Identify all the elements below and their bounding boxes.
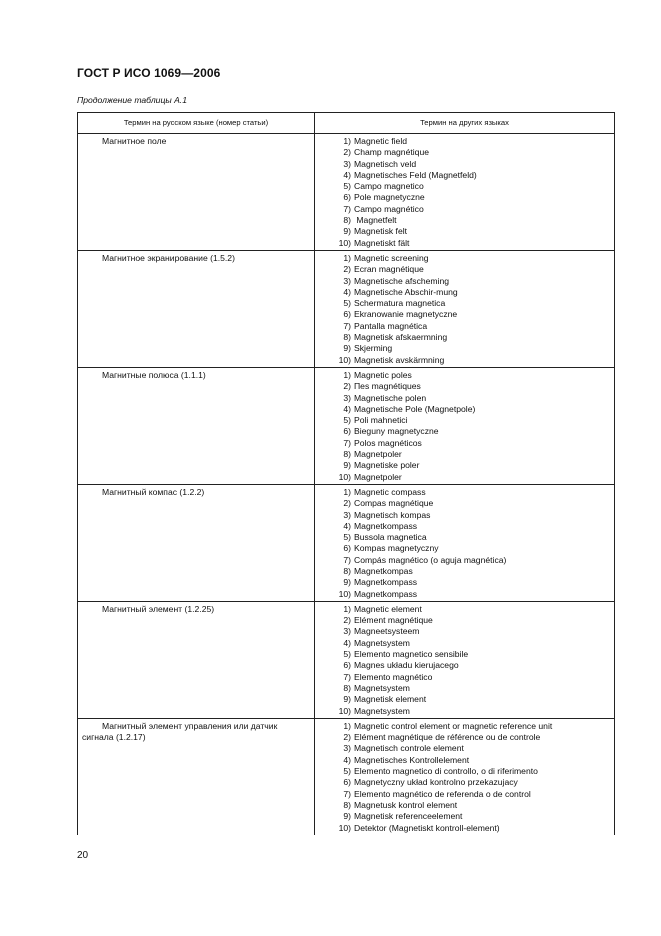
equivalent-term: Magneetsysteem <box>354 626 420 637</box>
equivalent-term: Elemento magnetico sensibile <box>354 649 469 660</box>
list-item <box>338 577 610 588</box>
item-number: 6) <box>343 543 351 554</box>
list-item <box>338 404 610 415</box>
list-item <box>338 393 610 404</box>
list-item <box>338 732 610 743</box>
equivalent-term: Magnetische Abschir-mung <box>354 286 458 297</box>
list-item <box>338 777 610 788</box>
foreign-equivalents-cell <box>315 601 615 718</box>
equivalent-term: Kompas magnetyczny <box>354 543 439 554</box>
equivalent-term: Elemento magnetico di controllo, o di riferimento <box>354 766 538 777</box>
item-number: 8) <box>343 215 351 226</box>
equivalent-term: Magnetpoler <box>354 471 402 482</box>
list-item <box>338 298 610 309</box>
list-item <box>338 532 610 543</box>
equivalent-term: Ecran magnétique <box>354 264 424 275</box>
equivalent-term: Compás magnético (o aguja magnética) <box>354 554 507 565</box>
list-item <box>338 343 610 354</box>
equivalent-term: Champ magnétique <box>354 147 430 158</box>
equivalents-list <box>319 136 610 249</box>
equivalent-term: Elément magnétique <box>354 615 433 626</box>
column-header-russian: Термин на русском языке (номер статьи) <box>78 113 315 134</box>
list-item <box>338 706 610 717</box>
item-number: 1) <box>343 720 351 731</box>
standard-title: ГОСТ Р ИСО 1069—2006 <box>77 66 221 80</box>
list-item <box>338 136 610 147</box>
foreign-equivalents-cell <box>315 718 615 834</box>
list-item <box>338 683 610 694</box>
list-item <box>338 615 610 626</box>
list-item <box>338 521 610 532</box>
list-item <box>338 626 610 637</box>
equivalent-term: Magnetisch veld <box>354 158 417 169</box>
list-item <box>338 543 610 554</box>
list-item <box>338 276 610 287</box>
equivalent-term: Elemento magnético <box>354 671 433 682</box>
list-item <box>338 566 610 577</box>
item-number: 1) <box>343 369 351 380</box>
item-number: 9) <box>343 694 351 705</box>
item-number: 1) <box>343 486 351 497</box>
list-item <box>338 264 610 275</box>
item-number: 3) <box>343 509 351 520</box>
item-number: 7) <box>343 203 351 214</box>
table-row <box>78 367 615 484</box>
equivalent-term: Poli mahnetici <box>354 415 408 426</box>
list-item <box>338 721 610 732</box>
russian-term: Магнитное поле <box>78 134 315 251</box>
table-caption: Продолжение таблицы А.1 <box>77 95 187 105</box>
list-item <box>338 415 610 426</box>
list-item <box>338 672 610 683</box>
equivalent-term: Magnetisch kompas <box>354 509 431 520</box>
equivalent-term: Magnetusk kontrol element <box>354 799 458 810</box>
item-number: 10) <box>338 822 351 833</box>
table-header-row <box>78 113 615 134</box>
list-item <box>338 147 610 158</box>
item-number: 10) <box>338 471 351 482</box>
equivalent-term: Magnetic control element or magnetic reference unit <box>354 720 553 731</box>
russian-term: Магнитный компас (1.2.2) <box>78 484 315 601</box>
equivalent-term: Magnetische Pole (Magnetpole) <box>354 403 476 414</box>
page-number: 20 <box>77 850 89 861</box>
equivalent-term: Magnetisk afskaermning <box>354 332 448 343</box>
item-number: 4) <box>343 403 351 414</box>
equivalent-term: Bussola magnetica <box>354 532 427 543</box>
item-number: 9) <box>343 460 351 471</box>
table-row <box>78 250 615 367</box>
list-item <box>338 638 610 649</box>
list-item <box>338 381 610 392</box>
item-number: 5) <box>343 415 351 426</box>
list-item <box>338 766 610 777</box>
item-number: 9) <box>343 577 351 588</box>
item-number: 2) <box>343 498 351 509</box>
equivalent-term: Campo magnetico <box>354 181 424 192</box>
list-item <box>338 181 610 192</box>
equivalent-term: Magnetische polen <box>354 392 427 403</box>
list-item <box>338 555 610 566</box>
column-header-other-languages: Термин на других языках <box>315 113 615 134</box>
equivalent-term: Magnetisk avskärmning <box>354 354 445 365</box>
item-number: 1) <box>343 603 351 614</box>
foreign-equivalents-cell <box>315 367 615 484</box>
russian-term: Магнитное экранирование (1.5.2) <box>78 250 315 367</box>
item-number: 10) <box>338 705 351 716</box>
list-item <box>338 604 610 615</box>
item-number: 6) <box>343 426 351 437</box>
item-number: 8) <box>343 682 351 693</box>
item-number: 7) <box>343 437 351 448</box>
item-number: 6) <box>343 192 351 203</box>
list-item <box>338 438 610 449</box>
equivalents-list <box>319 370 610 483</box>
item-number: 3) <box>343 158 351 169</box>
item-number: 3) <box>343 626 351 637</box>
item-number: 5) <box>343 298 351 309</box>
list-item <box>338 755 610 766</box>
item-number: 2) <box>343 615 351 626</box>
equivalent-term: Пes magnétiques <box>354 381 421 392</box>
item-number: 8) <box>343 799 351 810</box>
equivalent-term: Magnetsystem <box>354 682 410 693</box>
item-number: 4) <box>343 286 351 297</box>
equivalent-term: Magnetiskt fält <box>354 237 410 248</box>
equivalents-list <box>319 604 610 717</box>
equivalent-term: Skjerming <box>354 343 393 354</box>
list-item <box>338 159 610 170</box>
item-number: 7) <box>343 671 351 682</box>
equivalent-term: Magnetkompass <box>354 577 418 588</box>
equivalent-term: Magnetkompass <box>354 520 418 531</box>
item-number: 1) <box>343 136 351 146</box>
equivalent-term: Campo magnético <box>354 203 424 214</box>
equivalent-term: Magnetic field <box>354 136 408 146</box>
list-item <box>338 426 610 437</box>
item-number: 8) <box>343 565 351 576</box>
item-number: 3) <box>343 392 351 403</box>
equivalents-list <box>319 487 610 600</box>
list-item <box>338 238 610 249</box>
item-number: 9) <box>343 343 351 354</box>
russian-term: Магнитный элемент управления или датчик сигнала (1.2.17) <box>78 718 315 834</box>
equivalent-term: Magnetic compass <box>354 486 426 497</box>
list-item <box>338 309 610 320</box>
item-number: 4) <box>343 520 351 531</box>
item-number: 7) <box>343 554 351 565</box>
table-row <box>78 718 615 834</box>
item-number: 2) <box>343 147 351 158</box>
equivalent-term: Magnetkompass <box>354 588 418 599</box>
item-number: 8) <box>343 332 351 343</box>
equivalent-term: Magnetic element <box>354 603 422 614</box>
equivalent-term: Magnetisk felt <box>354 226 408 237</box>
equivalent-term: Magnetic screening <box>354 252 429 263</box>
item-number: 9) <box>343 811 351 822</box>
item-number: 5) <box>343 649 351 660</box>
item-number: 7) <box>343 788 351 799</box>
equivalent-term: Bieguny magnetyczne <box>354 426 439 437</box>
item-number: 3) <box>343 743 351 754</box>
equivalent-term: Magnetsystem <box>354 705 410 716</box>
item-number: 10) <box>338 237 351 248</box>
list-item <box>338 192 610 203</box>
list-item <box>338 649 610 660</box>
list-item <box>338 823 610 834</box>
table-body <box>78 134 615 835</box>
equivalent-term: Magnetisch controle element <box>354 743 464 754</box>
list-item <box>338 287 610 298</box>
russian-term: Магнитный элемент (1.2.25) <box>78 601 315 718</box>
terms-table <box>77 112 615 835</box>
item-number: 2) <box>343 381 351 392</box>
list-item <box>338 253 610 264</box>
item-number: 8) <box>343 449 351 460</box>
equivalent-term: Magnetpoler <box>354 449 402 460</box>
item-number: 1) <box>343 252 351 263</box>
equivalent-term: Magnetische afscheming <box>354 275 450 286</box>
list-item <box>338 487 610 498</box>
list-item <box>338 789 610 800</box>
item-number: 7) <box>343 320 351 331</box>
list-item <box>338 811 610 822</box>
item-number: 6) <box>343 309 351 320</box>
equivalent-term: Detektor (Magnetiskt kontroll-element) <box>354 822 500 833</box>
list-item <box>338 370 610 381</box>
equivalent-term: Magnetisches Kontrollelement <box>354 754 470 765</box>
equivalent-term: Elemento magnético de referenda o de control <box>354 788 531 799</box>
equivalent-term: Magnetfelt <box>354 215 397 226</box>
list-item <box>338 226 610 237</box>
list-item <box>338 170 610 181</box>
list-item <box>338 460 610 471</box>
list-item <box>338 204 610 215</box>
equivalent-term: Magnetisches Feld (Magnetfeld) <box>354 169 477 180</box>
item-number: 4) <box>343 637 351 648</box>
item-number: 2) <box>343 732 351 743</box>
equivalent-term: Pantalla magnética <box>354 320 428 331</box>
equivalent-term: Ekranowanie magnetyczne <box>354 309 458 320</box>
list-item <box>338 498 610 509</box>
equivalents-list <box>319 721 610 834</box>
list-item <box>338 355 610 366</box>
item-number: 4) <box>343 169 351 180</box>
list-item <box>338 660 610 671</box>
equivalent-term: Magnetisk element <box>354 694 427 705</box>
item-number: 5) <box>343 766 351 777</box>
list-item <box>338 743 610 754</box>
foreign-equivalents-cell <box>315 250 615 367</box>
table-row <box>78 484 615 601</box>
item-number: 6) <box>343 660 351 671</box>
item-number: 3) <box>343 275 351 286</box>
equivalent-term: Elément magnétique de référence ou de controle <box>354 732 541 743</box>
item-number: 2) <box>343 264 351 275</box>
table-row <box>78 134 615 251</box>
list-item <box>338 510 610 521</box>
item-number: 10) <box>338 354 351 365</box>
equivalent-term: Magnetyczny układ kontrolno przekazujacy <box>354 777 518 788</box>
foreign-equivalents-cell <box>315 484 615 601</box>
list-item <box>338 800 610 811</box>
list-item <box>338 449 610 460</box>
equivalent-term: Polos magnéticos <box>354 437 422 448</box>
equivalent-term: Magnetisk referenceelement <box>354 811 463 822</box>
russian-term: Магнитные полюса (1.1.1) <box>78 367 315 484</box>
list-item <box>338 694 610 705</box>
table-row <box>78 601 615 718</box>
item-number: 10) <box>338 588 351 599</box>
equivalent-term: Magnetic poles <box>354 369 412 380</box>
list-item <box>338 589 610 600</box>
equivalent-term: Magnetiske poler <box>354 460 420 471</box>
item-number: 5) <box>343 181 351 192</box>
equivalent-term: Magnes układu kierujacego <box>354 660 459 671</box>
list-item <box>338 321 610 332</box>
item-number: 6) <box>343 777 351 788</box>
equivalent-term: Pole magnetyczne <box>354 192 425 203</box>
equivalent-term: Compas magnétique <box>354 498 434 509</box>
equivalents-list <box>319 253 610 366</box>
item-number: 5) <box>343 532 351 543</box>
list-item <box>338 472 610 483</box>
list-item <box>338 215 610 226</box>
equivalent-term: Magnetkompas <box>354 565 413 576</box>
item-number: 4) <box>343 754 351 765</box>
equivalent-term: Magnetsystem <box>354 637 410 648</box>
foreign-equivalents-cell <box>315 134 615 251</box>
list-item <box>338 332 610 343</box>
equivalent-term: Schermatura magnetica <box>354 298 446 309</box>
item-number: 9) <box>343 226 351 237</box>
